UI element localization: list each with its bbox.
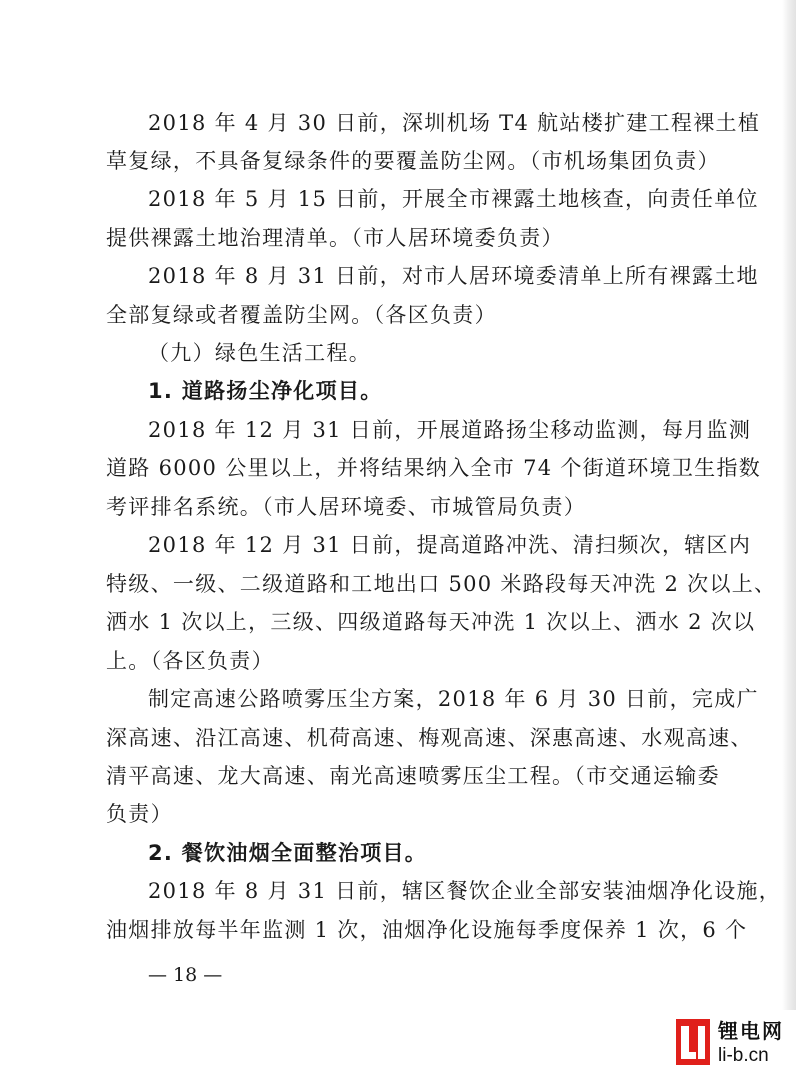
paragraph-line: 负责） bbox=[106, 802, 173, 826]
paragraph-line: 2018 年 8 月 31 日前，辖区餐饮企业全部安装油烟净化设施， bbox=[148, 879, 782, 903]
paragraph-line: 考评排名系统。（市人居环境委、市城管局负责） bbox=[106, 495, 587, 519]
watermark-url: li-b.cn bbox=[718, 1045, 769, 1066]
paragraph-line: 2018 年 5 月 15 日前，开展全市裸露土地核查，向责任单位 bbox=[148, 187, 759, 211]
paragraph-line: 2018 年 12 月 31 日前，开展道路扬尘移动监测，每月监测 bbox=[148, 418, 752, 442]
paragraph-line: 清平高速、龙大高速、南光高速喷雾压尘工程。（市交通运输委 bbox=[106, 764, 720, 788]
paragraph-line: 提供裸露土地治理清单。（市人居环境委负责） bbox=[106, 226, 564, 250]
paragraph-line: 2018 年 12 月 31 日前，提高道路冲洗、清扫频次，辖区内 bbox=[148, 533, 752, 557]
subsection-heading: 2. 餐饮油烟全面整治项目。 bbox=[148, 841, 428, 865]
paragraph-line: 洒水 1 次以上，三级、四级道路每天冲洗 1 次以上、洒水 2 次以 bbox=[106, 610, 756, 634]
paragraph-line: 2018 年 8 月 31 日前，对市人居环境委清单上所有裸露土地 bbox=[148, 264, 759, 288]
paragraph-line: 全部复绿或者覆盖防尘网。（各区负责） bbox=[106, 303, 497, 327]
section-heading: （九）绿色生活工程。 bbox=[148, 341, 371, 365]
subsection-heading: 1. 道路扬尘净化项目。 bbox=[148, 379, 383, 403]
paragraph-line: 制定高速公路喷雾压尘方案，2018 年 6 月 30 日前，完成广 bbox=[148, 687, 759, 711]
paragraph-line: 特级、一级、二级道路和工地出口 500 米路段每天冲洗 2 次以上、 bbox=[106, 572, 777, 596]
paragraph-line: 油烟排放每半年监测 1 次，油烟净化设施每季度保养 1 次，6 个 bbox=[106, 918, 748, 942]
page-number: — 18 — bbox=[148, 964, 223, 986]
paragraph-line: 2018 年 4 月 30 日前，深圳机场 T4 航站楼扩建工程裸土植 bbox=[148, 111, 761, 135]
paragraph-line: 上。（各区负责） bbox=[106, 649, 274, 673]
li-logo-icon bbox=[676, 1019, 710, 1065]
watermark-logo bbox=[672, 1017, 792, 1073]
paragraph-line: 道路 6000 公里以上，并将结果纳入全市 74 个街道环境卫生指数 bbox=[106, 456, 762, 480]
page-edge-shadow bbox=[782, 0, 796, 1010]
paragraph-line: 草复绿，不具备复绿条件的要覆盖防尘网。（市机场集团负责） bbox=[106, 149, 720, 173]
watermark-brand-text: 锂电网 bbox=[718, 1019, 784, 1043]
paragraph-line: 深高速、沿江高速、机荷高速、梅观高速、深惠高速、水观高速、 bbox=[106, 726, 753, 750]
